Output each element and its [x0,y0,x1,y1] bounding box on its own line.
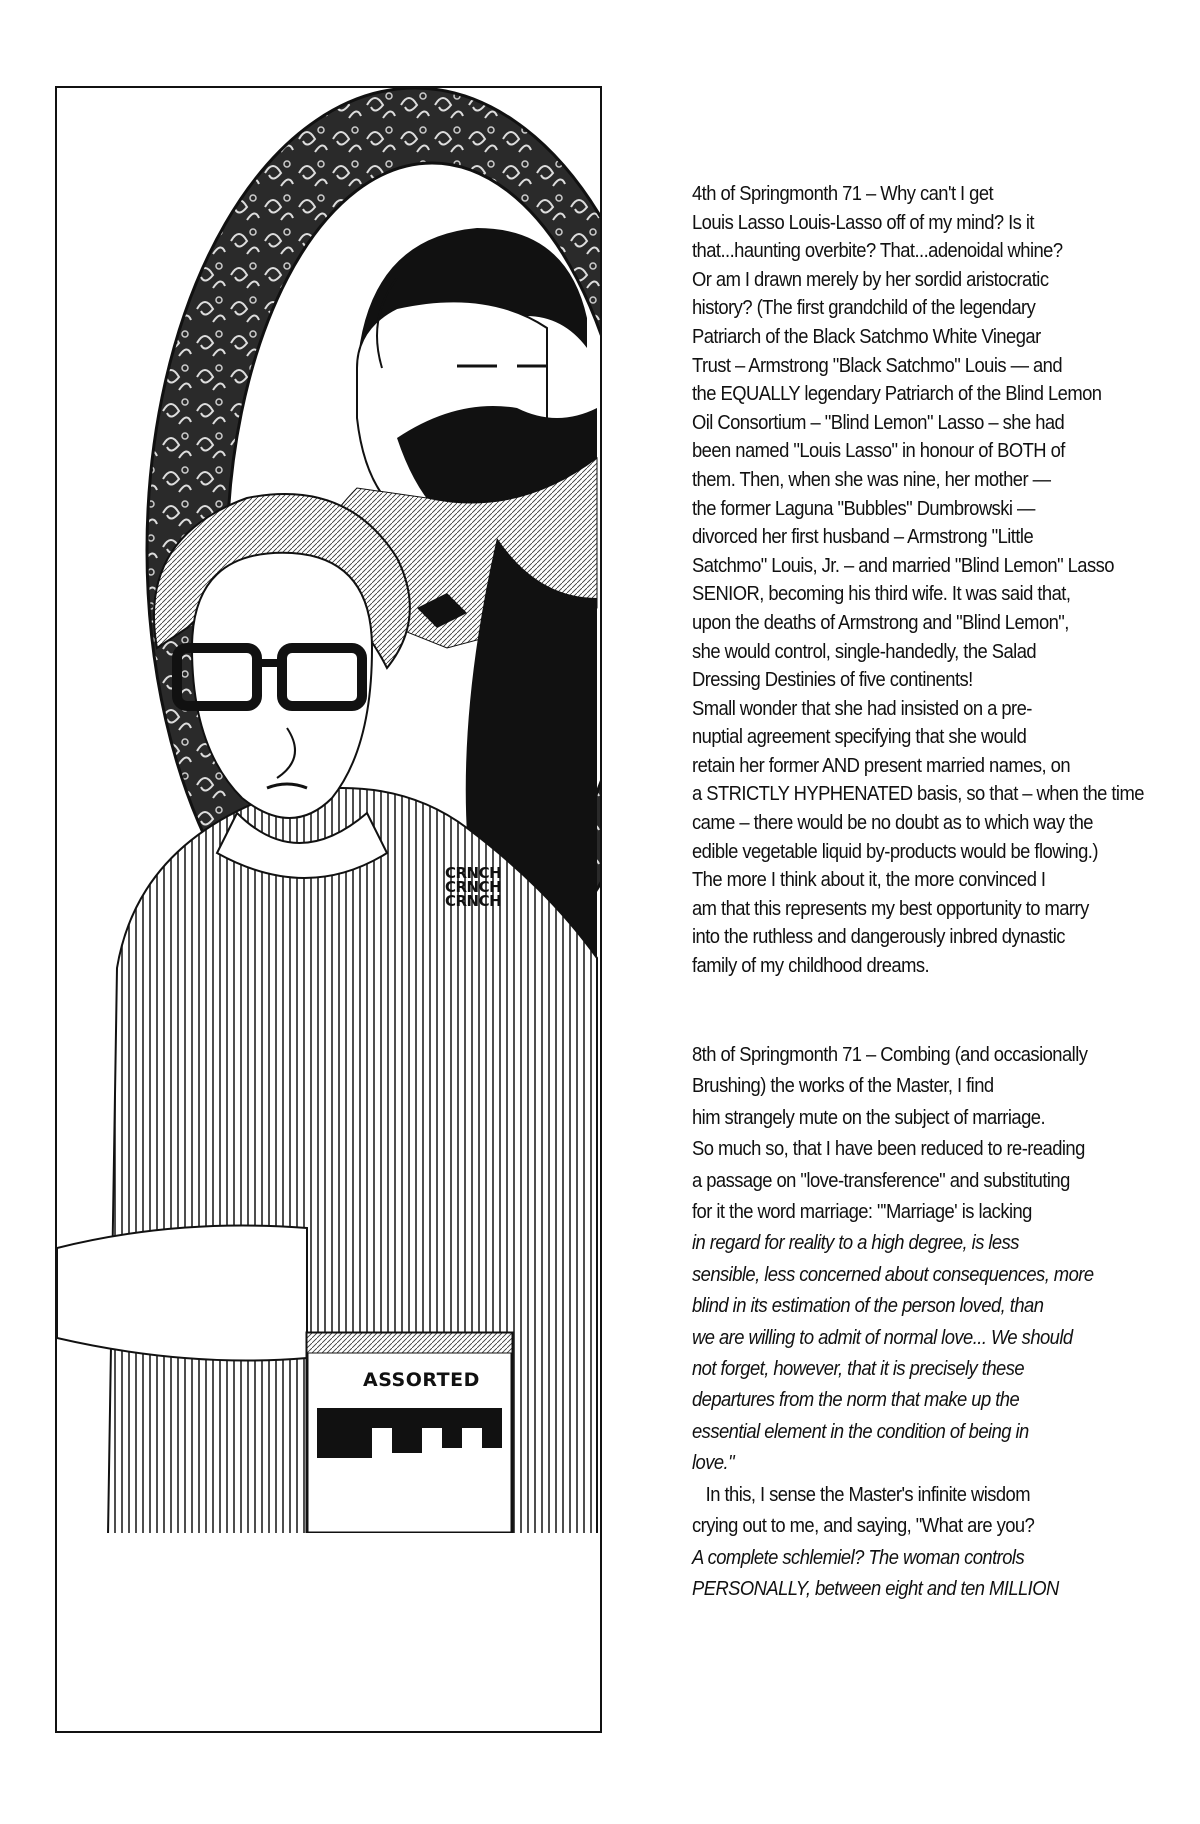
journal-line: The more I think about it, the more convinced I [692,869,1046,892]
journal-line: she would control, single-handedly, the Salad [692,640,1037,663]
assorted-box [307,1333,512,1533]
journal-line: love." [692,1452,735,1475]
journal-line: not forget, however, that it is precisely these [692,1358,1025,1381]
journal-line: Satchmo" Louis, Jr. – and married "Blind Lemon" Lasso [692,554,1114,577]
journal-line: that...haunting overbite? That...adenoidal whine? [692,240,1063,263]
journal-line: blind in its estimation of the person loved, than [692,1295,1044,1318]
journal-line: the EQUALLY legendary Patriarch of the Blind Lemon [692,383,1102,406]
journal-line: departures from the norm that make up the [692,1389,1020,1412]
sfx-line: CRNCH [445,864,502,882]
journal-line: history? (The first grandchild of the legendary [692,297,1036,320]
journal-line: in regard for reality to a high degree, is less [692,1232,1019,1255]
sfx-line: CRNCH [445,892,502,910]
journal-line: essential element in the condition of being in [692,1420,1029,1443]
journal-line: sensible, less concerned about consequences, more [692,1263,1094,1286]
box-label: ASSORTED [363,1369,480,1391]
journal-entry-4th-springmonth [692,180,1162,981]
journal-line: Dressing Destinies of five continents! [692,669,973,692]
journal-line: came – there would be no doubt as to which way the [692,812,1093,835]
journal-line: Louis Lasso Louis-Lasso off of my mind? Is it [692,211,1034,234]
journal-line: A complete schlemiel? The woman controls [692,1546,1025,1569]
journal-line: edible vegetable liquid by-products would be flowing.) [692,840,1098,863]
journal-line: Patriarch of the Black Satchmo White Vinegar [692,325,1041,348]
journal-line: a passage on "love-transference" and substituting [692,1169,1070,1192]
illustration-drawing [57,88,602,1733]
journal-line: for it the word marriage: "'Marriage' is lacking [692,1201,1032,1224]
journal-line: PERSONALLY, between eight and ten MILLION [692,1577,1059,1600]
journal-line: been named "Louis Lasso" in honour of BOTH of [692,440,1065,463]
crunch-sound-effect [445,866,501,908]
journal-line: them. Then, when she was nine, her mother — [692,468,1051,491]
journal-line: retain her former AND present married names, on [692,754,1071,777]
journal-line: the former Laguna "Bubbles" Dumbrowski — [692,497,1035,520]
journal-line: a STRICTLY HYPHENATED basis, so that – when the time [692,783,1144,806]
illustration-panel [55,86,602,1733]
journal-line: In this, I sense the Master's infinite wisdom [692,1483,1031,1506]
journal-line: So much so, that I have been reduced to re-reading [692,1138,1085,1161]
journal-line: Brushing) the works of the Master, I find [692,1075,994,1098]
journal-line: Oil Consortium – "Blind Lemon" Lasso – she had [692,411,1065,434]
journal-line: him strangely mute on the subject of marriage. [692,1106,1046,1129]
journal-line: 4th of Springmonth 71 – Why can't I get [692,183,994,205]
journal-line: 8th of Springmonth 71 – Combing (and occasionally [692,1044,1088,1066]
journal-line: am that this represents my best opportunity to marry [692,897,1089,920]
journal-line: Trust – Armstrong "Black Satchmo" Louis — and [692,354,1063,377]
journal-line: we are willing to admit of normal love... We should [692,1326,1073,1349]
journal-line: Small wonder that she had insisted on a pre- [692,697,1032,720]
journal-line: divorced her first husband – Armstrong "Little [692,526,1034,549]
journal-line: nuptial agreement specifying that she would [692,726,1027,749]
journal-line: into the ruthless and dangerously inbred dynastic [692,926,1065,949]
journal-line: crying out to me, and saying, "What are you? [692,1515,1035,1538]
journal-line: upon the deaths of Armstrong and "Blind Lemon", [692,611,1069,634]
journal-line: family of my childhood dreams. [692,955,930,978]
journal-line: SENIOR, becoming his third wife. It was said that, [692,583,1071,606]
journal-line: Or am I drawn merely by her sordid aristocratic [692,268,1049,291]
journal-entry-8th-springmonth [692,1040,1162,1605]
sfx-line: CRNCH [445,878,502,896]
